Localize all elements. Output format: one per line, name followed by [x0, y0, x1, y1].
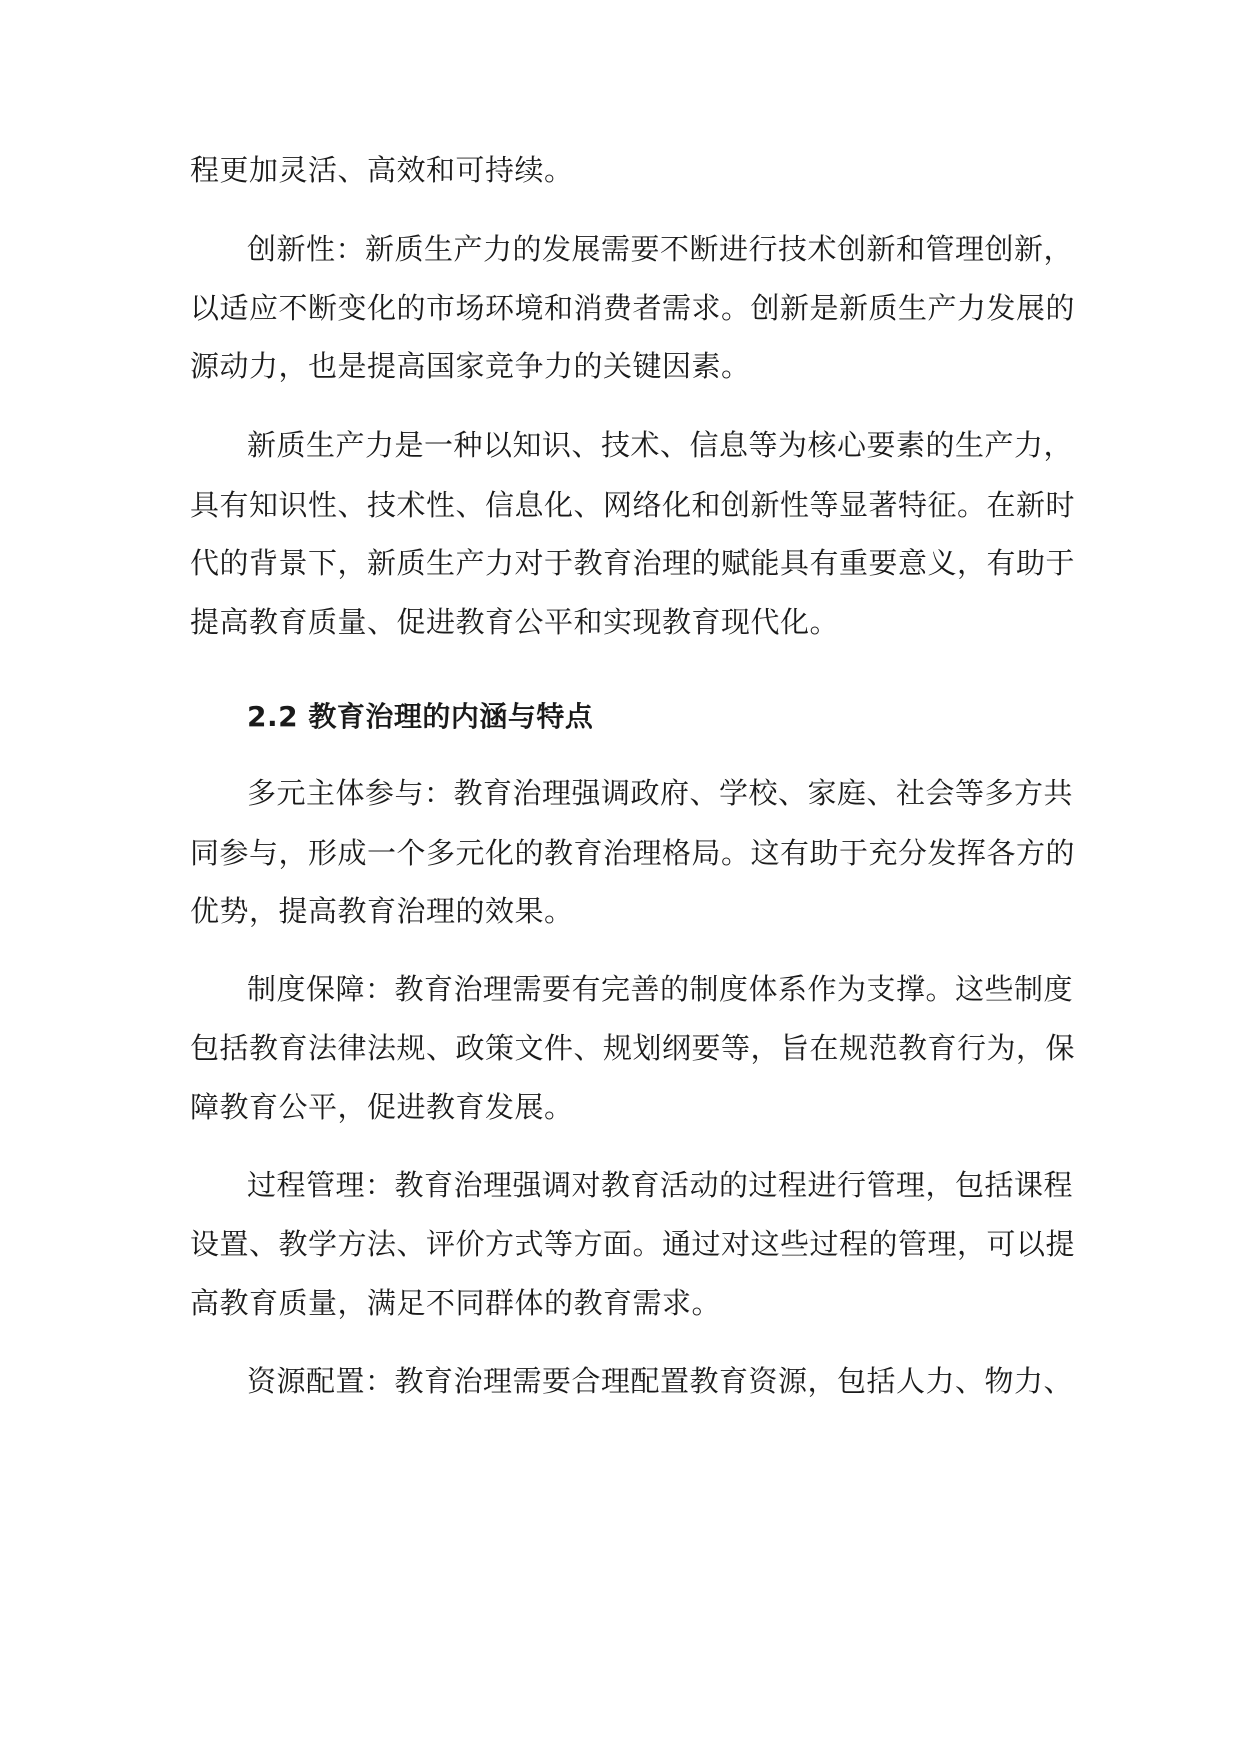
paragraph-line: 程更加灵活、高效和可持续。	[190, 153, 574, 187]
paragraph-line: 资源配置：教育治理需要合理配置教育资源，包括人力、物力、	[247, 1364, 1074, 1398]
paragraph-line: 包括教育法律法规、政策文件、规划纲要等，旨在规范教育行为，保	[190, 1031, 1076, 1065]
paragraph-line: 设置、教学方法、评价方式等方面。通过对这些过程的管理，可以提	[190, 1227, 1076, 1261]
paragraph-line: 多元主体参与：教育治理强调政府、学校、家庭、社会等多方共	[247, 776, 1074, 810]
section-heading: 2.2 教育治理的内涵与特点	[247, 700, 594, 733]
paragraph-line: 高教育质量，满足不同群体的教育需求。	[190, 1286, 722, 1320]
paragraph-line: 优势，提高教育治理的效果。	[190, 894, 574, 928]
paragraph-line: 同参与，形成一个多元化的教育治理格局。这有助于充分发挥各方的	[190, 836, 1076, 870]
paragraph-line: 障教育公平，促进教育发展。	[190, 1090, 574, 1124]
paragraph-line: 创新性：新质生产力的发展需要不断进行技术创新和管理创新，	[247, 232, 1074, 266]
paragraph-line: 提高教育质量、促进教育公平和实现教育现代化。	[190, 605, 840, 639]
paragraph-line: 制度保障：教育治理需要有完善的制度体系作为支撑。这些制度	[247, 972, 1074, 1006]
paragraph-line: 具有知识性、技术性、信息化、网络化和创新性等显著特征。在新时	[190, 488, 1076, 522]
paragraph-line: 新质生产力是一种以知识、技术、信息等为核心要素的生产力，	[247, 428, 1074, 462]
paragraph-line: 源动力，也是提高国家竞争力的关键因素。	[190, 349, 751, 383]
paragraph-line: 以适应不断变化的市场环境和消费者需求。创新是新质生产力发展的	[190, 291, 1076, 325]
paragraph-line: 代的背景下，新质生产力对于教育治理的赋能具有重要意义，有助于	[190, 546, 1076, 580]
paragraph-line: 过程管理：教育治理强调对教育活动的过程进行管理，包括课程	[247, 1168, 1074, 1202]
